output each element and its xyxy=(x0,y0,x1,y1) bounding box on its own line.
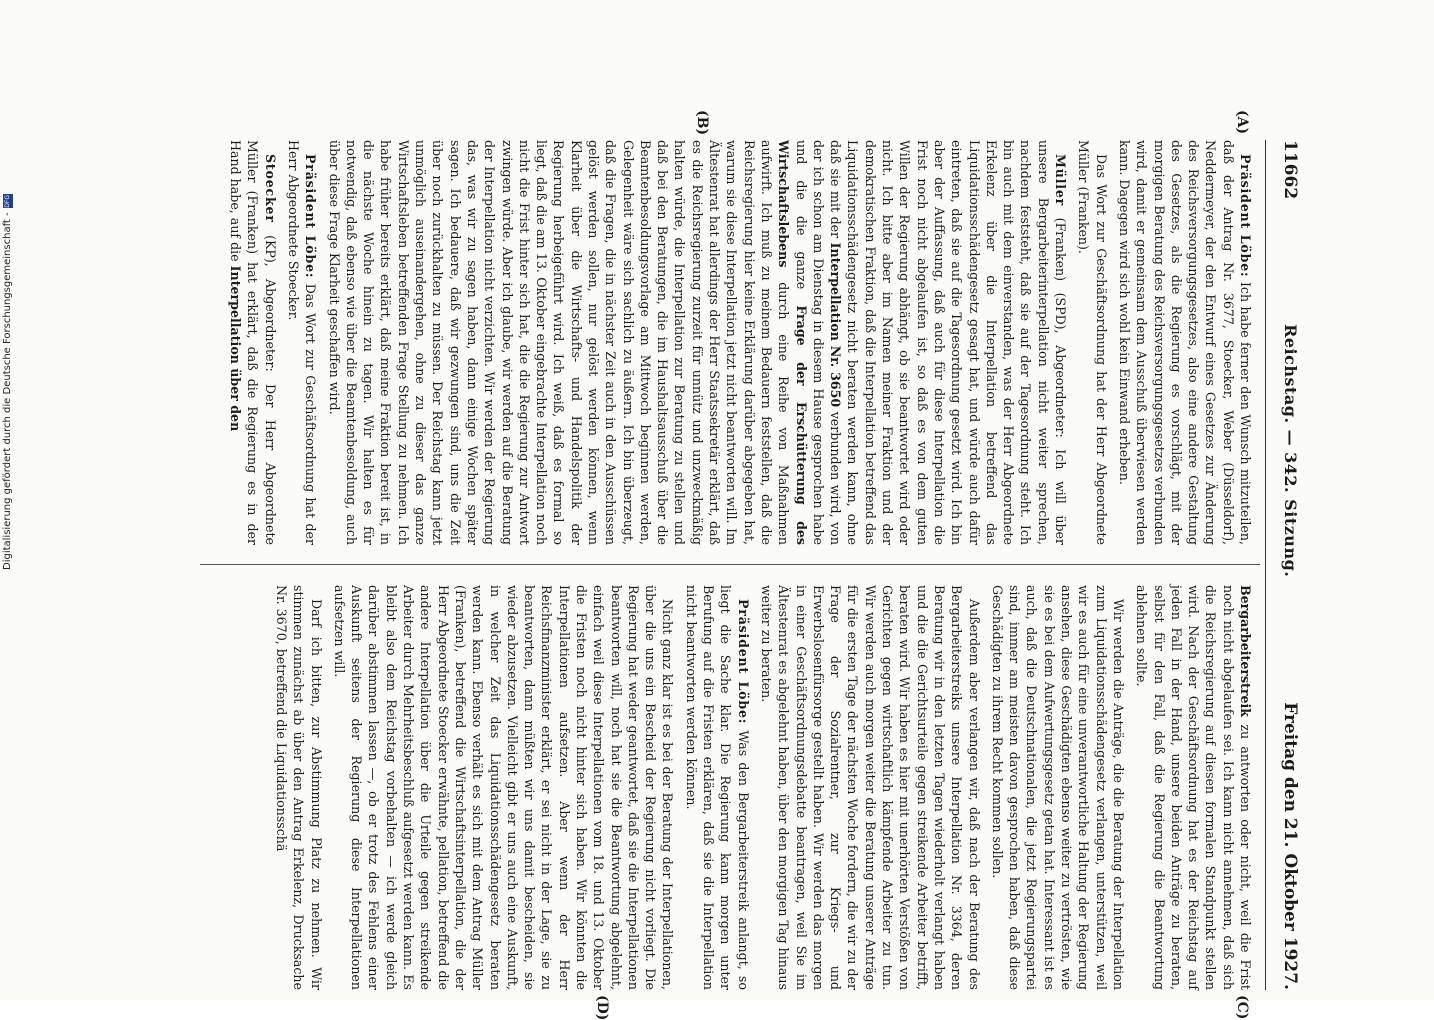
paragraph xyxy=(325,140,1069,545)
margin-mark-d: (D) xyxy=(594,995,610,1020)
speaker-name: Präsident Löbe: xyxy=(1238,154,1253,278)
paragraph-text: (KP), Abgeordneter: Der Herr Abgeordnete Müller (Franken) hat erklärt, daß die Regierung es in der Hand habe, auf die xyxy=(228,140,278,545)
paragraph xyxy=(227,140,279,545)
emphasis-text: Interpellation Nr. 3650 xyxy=(828,242,844,408)
digitization-credit xyxy=(2,194,13,570)
paragraph xyxy=(1075,140,1110,545)
paragraph-text: Wir werden die Anträge, die die Beratung der Interpellation zum Liquidationsschädengesetz verlangen, unterstützen, weil wir es auch für eine unverantwortliche Haltung der Regierung ansehen, diese Geschädigten ebenso weiter zu vertrösten, wie sie es bei dem Aufwertungsgesetz getan hat. Interessant ist es auch, daß die Deutschnationalen, die jetzt Regierungspartei sind, immer am meisten davon gesprochen haben, daß diese Geschädigten zu ihrem Recht kommen sollen. xyxy=(989,585,1126,990)
paragraph xyxy=(683,585,752,990)
column-divider xyxy=(200,564,1260,565)
session-title: Reichstag. — 342. Sitzung. xyxy=(1281,324,1300,578)
paragraph xyxy=(758,585,983,990)
paragraph xyxy=(1133,585,1254,990)
paragraph-text: (Franken) (SPD), Abgeordneter: Ich will über unsere Bergarbeiterinterpellation nicht weiter sprechen, nachdem feststeht, daß sie auf der Tagesordnung steht. Ich bin auch mit dem einverstanden, was der Herr Abgeordnete Erkelenz über die Interpellation betreffend das Liquidationsschädengesetz gesagt hat, und würde auch dafür eintreten, daß sie auf die Tagesordnung gesetzt wird. Ich bin aber der Auffassung, daß auch für diese Interpellation die Frist noch nicht abgelaufen ist, so daß es von dem guten Willen der Regierung abhängt, ob sie beantwortet wird oder nicht. Ich bitte aber im Namen meiner Fraktion und der demokratischen Fraktion, daß die Interpellation betreffend das Liquidationsschädengesetz nicht beraten werden kann, ohne daß sie mit der xyxy=(828,140,1069,545)
paragraph-text: Das Wort zur Geschäftsordnung hat der Herr Abgeordnete Müller (Franken). xyxy=(1076,140,1109,545)
dfg-logo-icon: DFG xyxy=(3,195,11,208)
speaker-name: Stoecker xyxy=(262,154,278,223)
speaker-name: Präsident Löbe: xyxy=(735,599,751,725)
emphasis-text: Frage der Erschütterung des Wirtschaftslebens xyxy=(776,140,809,545)
paragraph xyxy=(331,585,677,990)
paragraph-text: verbunden wird, von der ich schon am Dienstag in diesem Hause gesprochen habe und die die ganze xyxy=(793,140,844,545)
speaker-name: Müller xyxy=(1053,154,1069,207)
paragraph-text: Darf ich bitten, zur Abstimmung Platz zu nehmen. Wir stimmen zunächst ab über den Antrag Erkelenz, Drucksache Nr. 3670, betreffend die Liquidationsschä xyxy=(273,585,324,990)
speaker-name: Präsident Löbe: xyxy=(303,154,319,279)
paragraph xyxy=(1116,140,1254,545)
session-date: Freitag den 21. Oktober 1927. xyxy=(1280,702,1300,990)
left-column xyxy=(221,140,1254,545)
right-column xyxy=(267,585,1254,990)
paragraph-text: Außerdem aber verlangen wir, daß nach der Beratung des Bergarbeiterstreiks unsere Interpellation Nr. 3364, deren Beratung wir in den letzten Tagen wiederholt verlangt haben und die die Gerichtsurteile gegen streikende Arbeiter betrifft, beraten wird. Wir haben es hier mit unerhörten Verstößen von Gerichten gegen wirtschaftlich kämpfende Arbeiter zu tun. Wir werden auch morgen weiter die Beratung unserer Anträge für die ersten Tage der nächsten Woche fordern, die wir zu der Frage der Sozialrentner, zur Kriegs- und Erwerbslosenfürsorge gestellt haben. Wir werden das morgen in einer Geschäftsordnungsdebatte beantragen, weil Sie im Ältestenrat es abgelehnt haben, über den morgigen Tag hinaus weiter zu beraten. xyxy=(758,585,982,990)
margin-mark-b: (B) xyxy=(694,110,710,136)
emphasis-text: Bergarbeiterstreik xyxy=(1238,585,1253,718)
emphasis-text: Interpellation über den xyxy=(228,265,244,432)
paragraph xyxy=(273,585,325,990)
paragraph-text: Nicht ganz klar ist es bei der Beratung der Interpellationen, über die uns ein Bescheid der Regierung nicht vorliegt. Die Regierung hat weder geantwortet, daß sie die Interpellationen beantworten will, noch hat sie die Beantwortung abgelehnt, einfach weil diese Interpellationen vom 18. und 13. Oktober die Fristen noch nicht hinter sich haben. Wir könnten die Interpellationen aufsetzen. Aber wenn der Herr Reichsfinanzminister erklärt, er sei nicht in der Lage, sie zu beantworten, dann müßten wir uns damit bescheiden, sie wieder abzusetzen. Vielleicht gibt er uns auch eine Auskunft, in welcher Zeit das Liquidationsschädengesetz beraten werden kann. Ebenso verhält es sich mit dem Antrag Müller (Franken), betreffend die Wirtschaftsinterpellation, die der Herr Abgeordnete Stoecker erwähnte, pellation, betreffend die andere Interpellation über die Urteile gegen streikende Arbeiter durch Mehrheitsbeschluß aufgesetzt werden kann. Es bleibt also dem Reichstag vorbehalten — ich werde gleich darüber abstimmen lassen —, ob er trotz des Fehlens einer Auskunft seitens der Regierung diese Interpellationen aufsetzen will. xyxy=(331,585,676,990)
margin-mark-c: (C) xyxy=(1234,995,1250,1020)
rotated-content xyxy=(160,110,1300,1020)
paragraph-text: durch eine Reihe von Maßnahmen aufwirft. Ich muß zu meinem Bedauern feststellen, daß die Reichsregierung hier keine Erklärung darüber abgegeben hat, warum sie diese Interpellation jetzt nicht beantworten will. Im Ältestenrat hat allerdings der Herr Staatssekretär erklärt, daß es die Reichsregierung zurzeit für unnütz und unzweckmäßig halten würde, die Interpellation zur Beratung zu stellen und daß bei den Beratungen, die im Haushaltsausschuß über die Beamtenbesoldungsvorlage am Mittwoch beginnen werden, Gelegenheit wäre sich sachlich zu äußern. Ich bin überzeugt, daß die Fragen, die in nächster Zeit auch in den Ausschüssen gelöst werden sollen, nur gelöst werden können, wenn Klarheit über die Wirtschafts- und Handelspolitik der Regierung herbeigeführt wird. Ich weiß, daß es formal so liegt, daß die am 13. Oktober eingebrachte Interpellation noch nicht die Frist hinter sich hat, die die Regierung zur Antwort zwingen würde. Aber ich glaube, wir werden auf die Beratung der Interpellation nicht verzichten. Wir werden der Regierung das, was wir zu sagen haben, dann einige Wochen später sagen. Ich bedauere, daß wir gezwungen sind, uns die Zeit über noch zurückhalten zu müssen. Der Reichstag kann jetzt unmöglich auseinandergehen, ohne zu dieser das ganze Wirtschaftsleben betreffenden Frage Stellung zu nehmen. Ich habe früher bereits erklärt, daß meine Fraktion bereit ist, in die nächste Woche hinein zu tagen. Wir halten es für notwendig, daß ebenso wie über die Beamtenbesoldung, auch über diese Frage Klarheit geschaffen wird. xyxy=(326,140,792,545)
paragraph-text: zu antworten oder nicht, weil die Frist noch nicht abgelaufen sei. Ich kann nicht annehmen, daß sich die Reichsregierung auf diesen formalen Standpunkt stellen wird. Nach der Geschäftsordnung hat es der Reichstag auf jeden Fall in der Hand, unsere beiden Anträge zu beraten, selbst für den Fall, daß die Regierung die Beantwortung ablehnen sollte. xyxy=(1134,585,1253,990)
margin-mark-a: (A) xyxy=(1234,110,1250,135)
paragraph-text: Ich habe ferner den Wunsch mitzuteilen, daß der Antrag Nr. 3677, Stoecker, Weber (Düsseldorf), Neddermeyer, der den Entwurf eines Gesetzes zur Änderung des Reichsversorgungsgesetzes, also eine andere Gestaltung des Gesetzes, als die Regierung es vorschlägt, mit der morgigen Beratung des Reichsversorgungsgesetzes verbunden wird, damit er gemeinsam dem Ausschuß überwiesen werden kann. Dagegen wird sich wohl kein Einwand erheben. xyxy=(1116,140,1253,545)
paragraph xyxy=(989,585,1127,990)
paragraph xyxy=(285,140,320,545)
credit-text: Digitalisierung gefördert durch die Deutsche Forschungsgemeinschaft - xyxy=(2,212,13,570)
page-number: 11662 xyxy=(1280,140,1300,200)
page-header xyxy=(1265,140,1300,990)
paragraph-text: Das Wort zur Geschäftsordnung hat der Herr Abgeordnete Stoecker. xyxy=(285,140,319,545)
paragraph-text: Was den Bergarbeiterstreik anlangt, so liegt die Sache klar. Die Regierung kann morgen unter Berufung auf die Fristen erklären, daß sie die Interpellation nicht beantworten werden können. xyxy=(683,585,751,990)
